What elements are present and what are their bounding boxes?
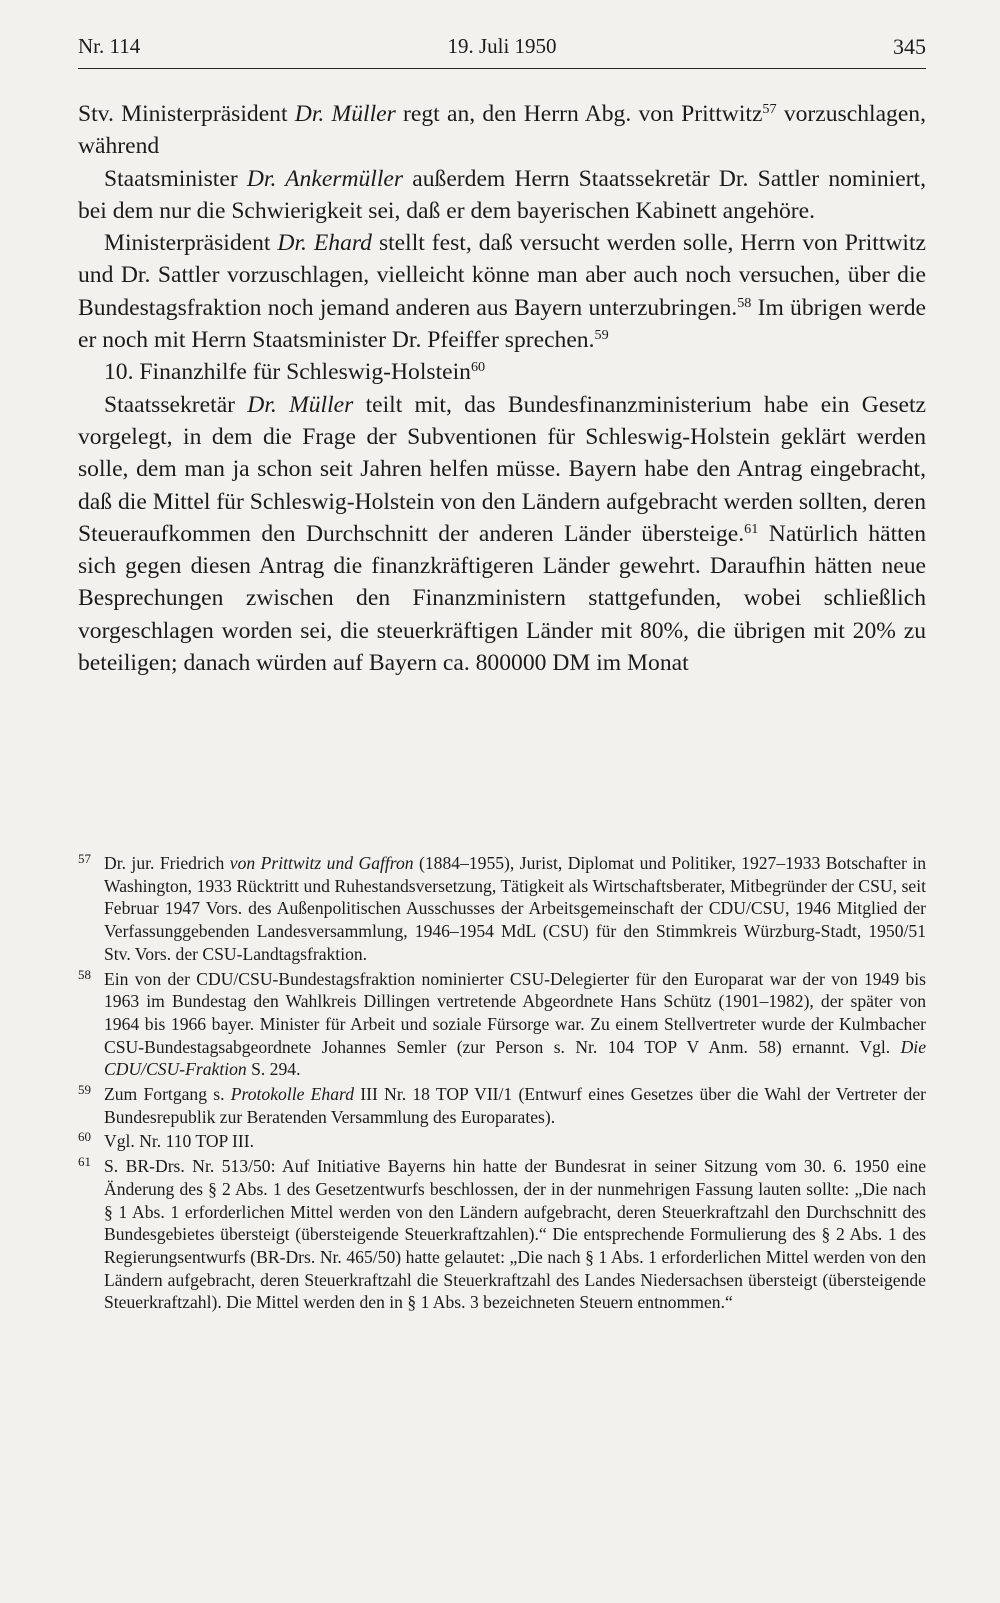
footnote-ref[interactable]: 58 xyxy=(737,295,752,311)
footnote-ref[interactable]: 60 xyxy=(470,359,486,376)
person-name: Dr. Ankermüller xyxy=(246,165,404,192)
text-run: Ein von der CDU/CSU-Bundestagsfraktion nominierter CSU-Delegierter für den Europarat war der von 1949 bis 1963 im Bundestag den Wahlkreis Dillingen vertretende Abgeordnete Hans Schütz (1901–1982), der später von 1964 bis 1966 bayer. Minister für Arbeit und soziale Fürsorge war. Zu einem Stellvertreter wurde der Kulmbacher CSU-Bundestagsabgeordnete Johannes Semler (zur Person s. Nr. 104 TOP V Anm. 58) ernannt. Vgl. xyxy=(104,968,926,1057)
text-run: Dr. jur. Friedrich xyxy=(104,853,230,873)
text-run: vorzuschlagen, während xyxy=(78,101,926,160)
footnote-number: 61 xyxy=(78,1154,91,1170)
footnote-ref[interactable]: 57 xyxy=(762,101,777,118)
text-run: III Nr. 18 TOP VII/1 (Entwurf eines Gesetzes über die Wahl der Vertreter der Bundesrepublik zur Beratenden Versammlung des Europarates). xyxy=(104,1084,927,1127)
text-run: stellt fest, daß versucht werden solle, Herrn von Prittwitz und Dr. Sattler vorzuschlagen, vielleicht könne man aber auch noch versuchen, über die Bundestagsfraktion noch jemand anderen aus Bayern unterzubringen. xyxy=(78,230,926,321)
text-run: (1884–1955), Jurist, Diplomat und Politiker, 1927–1933 Botschafter in Washington, 1933 Rücktritt und Ruhestandsversetzung, Tätigkeit als Wirtschaftsberater, Mitbegründer der CSU, seit Februar 1947 Vors. des Außenpolitischen Ausschusses der Arbeitsgemeinschaft der CDU/CSU, 1946 Mitglied der Verfassunggebenden Landesversammlung, 1946–1954 MdL (CSU) für den Stimmkreis Würzburg-Stadt, 1950/51 Stv. Vors. der CSU-Landtagsfraktion. xyxy=(104,853,927,964)
footnote-number: 59 xyxy=(78,1082,91,1098)
text-run: Staatssekretär xyxy=(104,391,248,418)
footnote-57 xyxy=(78,852,926,966)
text-run: S. 294. xyxy=(246,1059,301,1080)
agenda-item-heading xyxy=(78,356,926,388)
person-name: Dr. Ehard xyxy=(277,230,372,257)
header-rule xyxy=(78,68,926,69)
document-date: 19. Juli 1950 xyxy=(447,34,557,58)
text-run: außerdem Herrn Staatssekretär Dr. Sattler nominiert, bei dem nur die Schwierigkeit sei, daß er dem bayerischen Kabinett angehöre. xyxy=(78,165,926,224)
paragraph-finanzhilfe xyxy=(78,389,926,680)
person-name: von Prittwitz und Gaffron xyxy=(229,853,414,873)
work-title: Protokolle Ehard xyxy=(230,1084,355,1105)
footnote-number: 57 xyxy=(78,851,91,866)
text-run: S. BR-Drs. Nr. 513/50: Auf Initiative Bayerns hin hatte der Bundesrat in seiner Sitzung vom 30. 6. 1950 eine Änderung des § 2 Abs. 1 des Gesetzentwurfs beschlossen, der in der nunmehrigen Fassung lauten sollte: „Die nach § 1 Abs. 1 erforderlichen Mittel werden von den Ländern aufgebracht, deren Steuerkraftzahl den Durchschnitt des Bundesgebietes übersteigt (übersteigende Steuerkraftzahlen).“ Die entsprechende Formulierung des § 2 Abs. 1 des Regierungsentwurfs (BR-Drs. Nr. 465/50) hatte gelautet: „Die nach § 1 Abs. 1 erforderlichen Mittel werden von den Ländern aufgebracht, deren Steuerkraftzahl die Steuerkraftzahl des Landes Niedersachsen übersteigt (übersteigende Steuerkraftzahl). Die Mittel werden den in § 1 Abs. 3 bezeichneten Steuern entnommen.“ xyxy=(104,1156,926,1313)
text-run: Ministerpräsident xyxy=(104,230,278,257)
footnote-61 xyxy=(78,1155,926,1314)
document-number: Nr. 114 xyxy=(78,34,141,58)
text-run: Stv. Ministerpräsident xyxy=(78,101,295,127)
text-run: teilt mit, das Bundesfinanzministerium habe ein Gesetz vorgelegt, in dem die Frage der Subventionen für Schleswig-Holstein geklärt werden solle, dem man ja schon seit Jahren helfen müsse. Bayern habe den Antrag eingebracht, daß die Mittel für Schleswig-Holstein von den Ländern aufgebracht werden sollten, deren Steueraufkommen den Durchschnitt der anderen Länder übersteige. xyxy=(78,391,927,547)
text-run: Staatsminister xyxy=(104,165,247,192)
footnote-ref[interactable]: 59 xyxy=(594,327,609,344)
footnote-number: 58 xyxy=(78,966,91,982)
paragraph-ankermueller xyxy=(78,163,926,228)
paragraph-mueller-proposal xyxy=(78,98,926,163)
footnote-ref[interactable]: 61 xyxy=(744,521,759,538)
text-run: Vgl. Nr. 110 TOP III. xyxy=(104,1131,255,1152)
person-name: Dr. Müller xyxy=(247,391,354,418)
text-run: Im übrigen werde er noch mit Herrn Staatsminister Dr. Pfeiffer sprechen. xyxy=(78,294,926,354)
text-run: regt an, den Herrn Abg. von Prittwitz xyxy=(395,101,763,127)
heading-text: 10. Finanzhilfe für Schleswig-Holstein xyxy=(104,359,471,386)
footnotes xyxy=(78,852,926,1316)
running-header xyxy=(78,34,926,64)
main-text xyxy=(78,98,926,679)
footnote-58 xyxy=(78,968,926,1082)
footnote-59 xyxy=(78,1083,926,1128)
person-name: Dr. Müller xyxy=(294,101,396,127)
work-title: Die CDU/CSU-Fraktion xyxy=(104,1036,926,1080)
footnote-60 xyxy=(78,1130,926,1153)
footnote-number: 60 xyxy=(78,1129,91,1145)
text-run: Natürlich hätten sich gegen diesen Antrag die finanzkräftigeren Länder gewehrt. Daraufhin hätten neue Besprechungen zwischen den Finanzministern stattgefunden, wobei schließlich vorgeschlagen worden sei, die steuerkräftigen Länder mit 80%, die übrigen mit 20% zu beteiligen; danach würden auf Bayern ca. 800000 DM im Monat xyxy=(78,520,927,677)
paragraph-ehard xyxy=(78,227,926,356)
text-run: Zum Fortgang s. xyxy=(104,1084,231,1105)
page-number: 345 xyxy=(893,34,926,59)
